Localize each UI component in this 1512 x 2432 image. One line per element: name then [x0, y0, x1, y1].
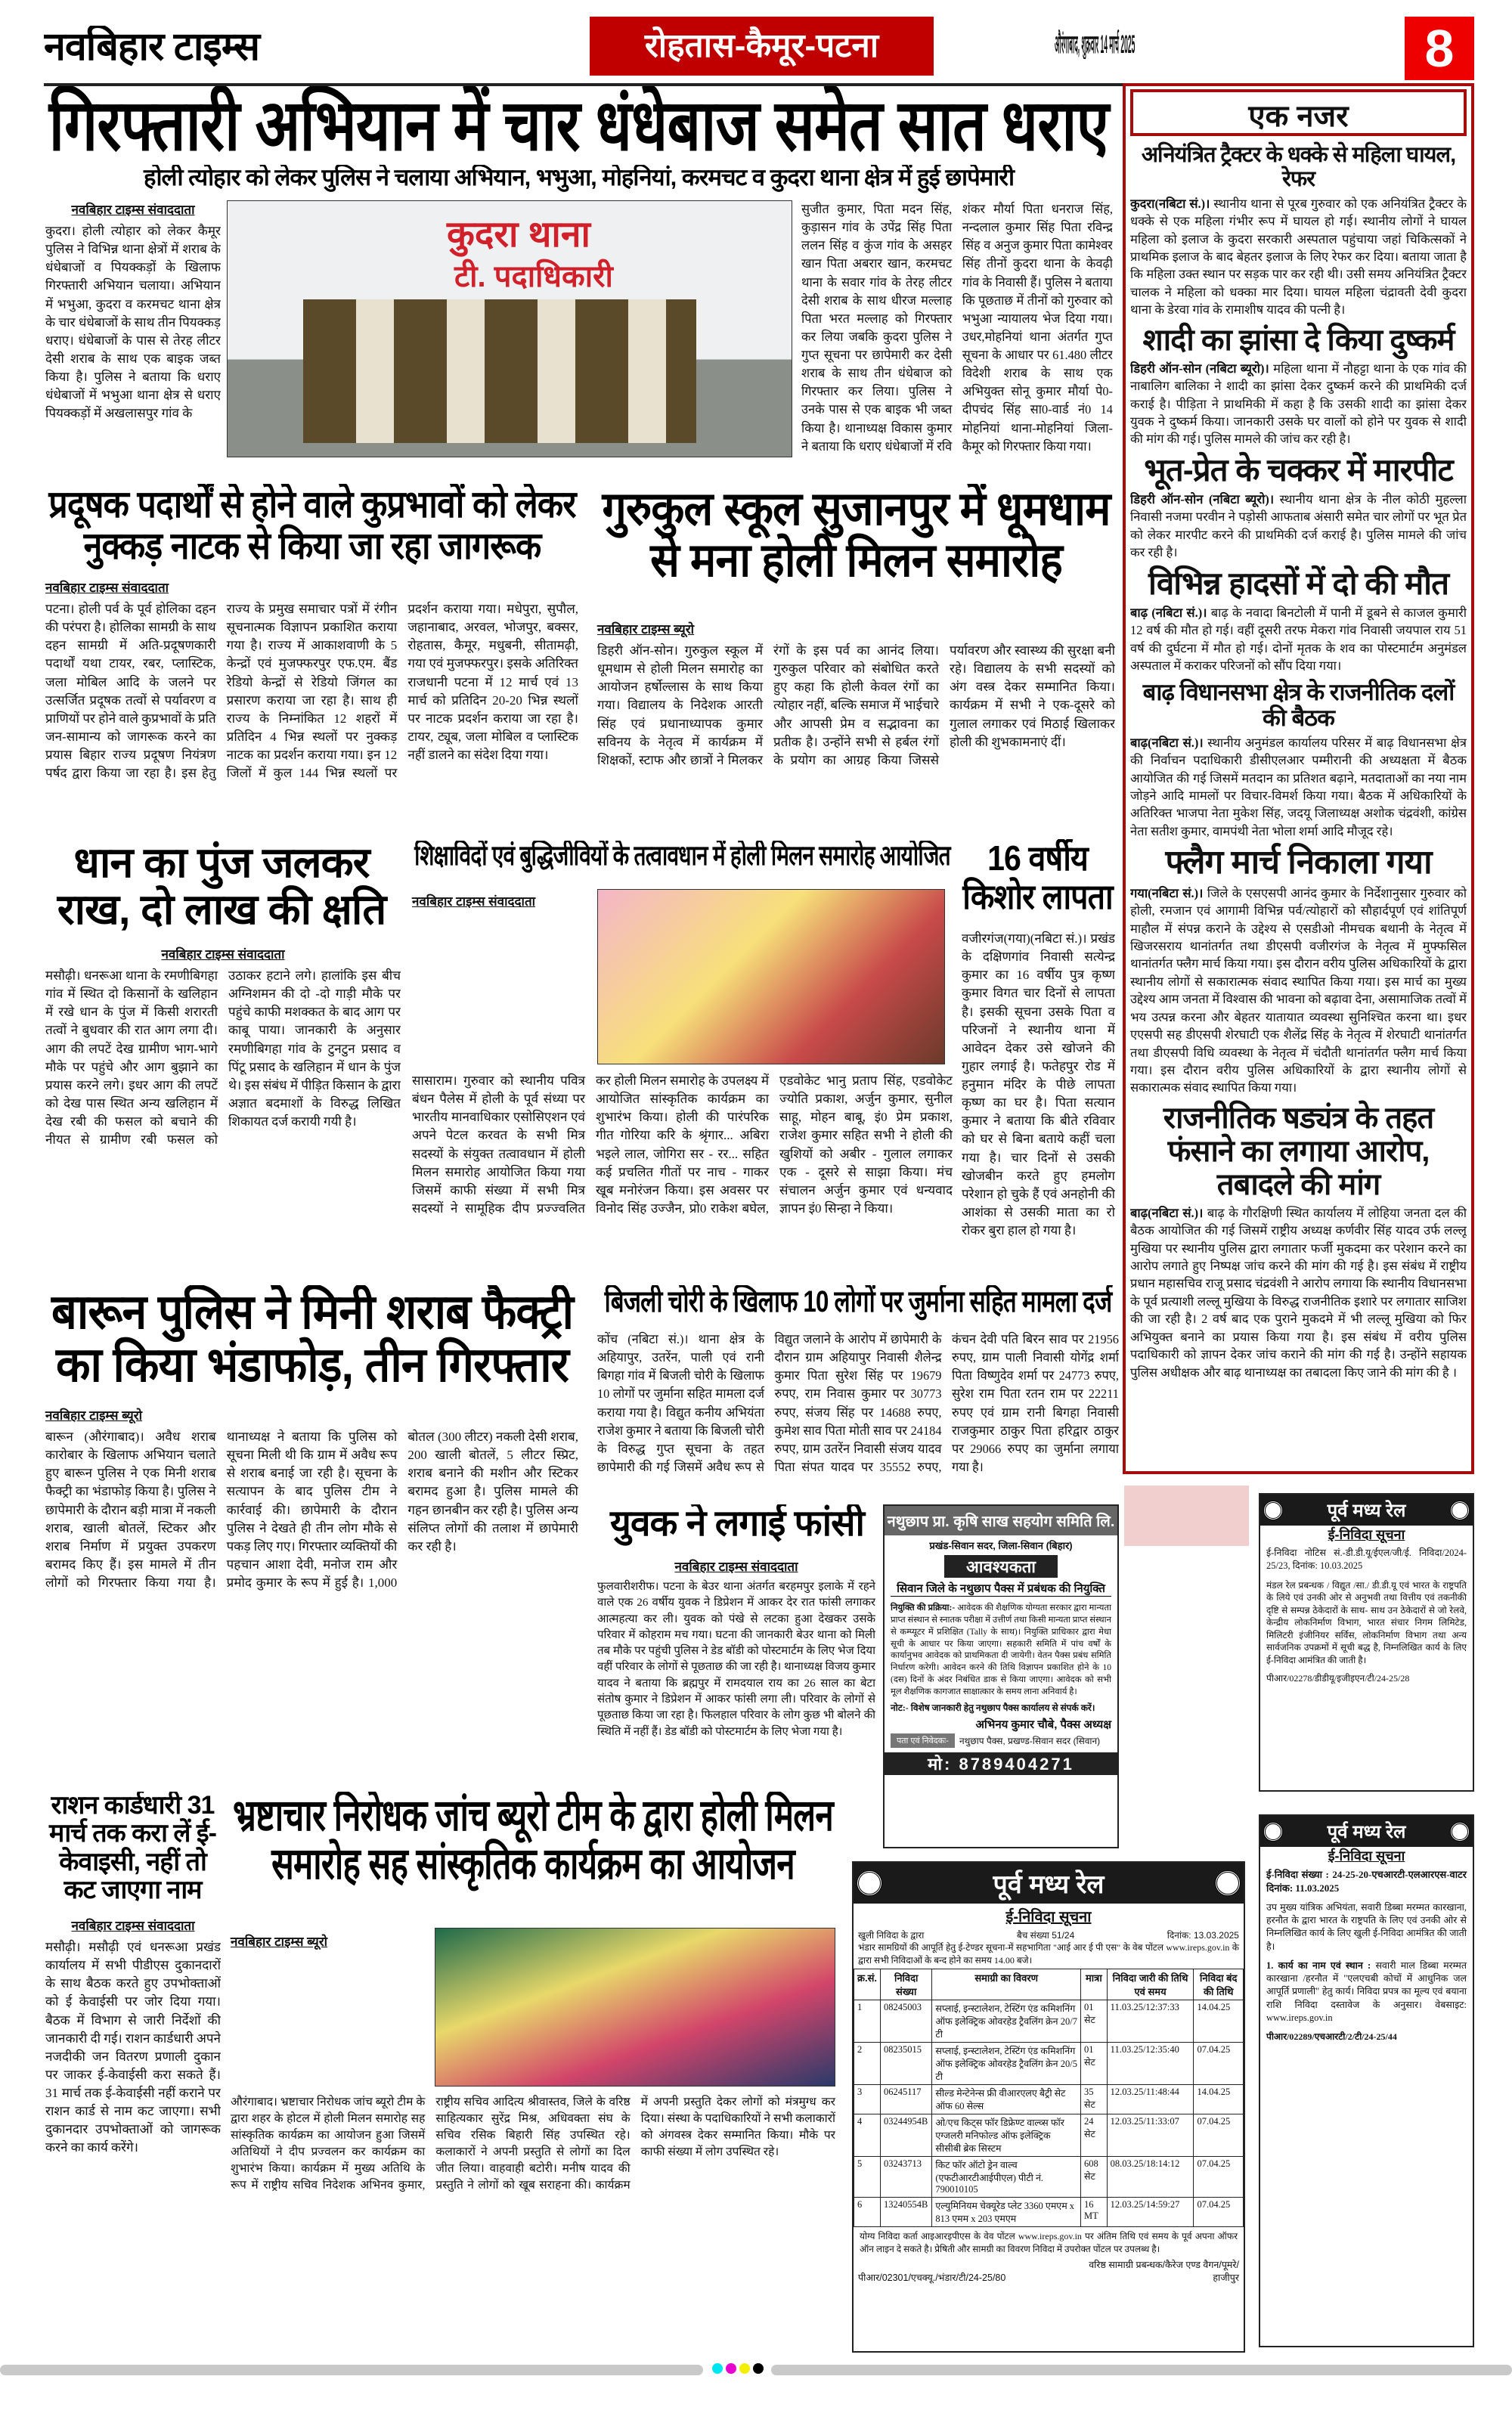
tender-footer: योग्य निविदा कर्ता आइआरइपीएस के वेव पोंटल www.ireps.gov.in पर अंतिम तिथि एवं समय के पूर्व अपना ऑफर ऑन लाइन दे सकते है। प्रेषिती और सामग्री का विवरण निविदा में उपरोक्त पोंटल पर उपलब्ध है।	[860, 2231, 1238, 2254]
tender-cell: 6	[854, 2198, 881, 2227]
brief-text: स्थानीय थाना क्षेत्र के नील कोठी मुहल्ला निवासी नजमा परवीन ने पड़ोसी आफताब अंसारी समेत चार लोगों पर भूत प्रेत को लेकर मारपीट करने की प्राथमिकी दर्ज कराई है। पुलिस मामले की जांच कर रही है।	[1130, 492, 1467, 560]
edition-banner	[590, 17, 934, 76]
tender-cell: 5	[854, 2157, 881, 2198]
brief-headline: विभिन्न हादसों में दो की मौत	[1148, 565, 1449, 601]
brief-text: महिला थाना में नौहट्टा थाना के एक गांव की नाबालिग बालिका ने शादी का झांसा देकर दुष्कर्म करने की प्राथमिकी दर्ज कराई है। पीड़िता ने प्राथमिकी में कहा है कि उसकी शादी का झांसा देकर युवक ने दुष्कर्म किया। जानकारी उसके घर वालों को होने पर युवक से शादी की मांग की गई। पुलिस मामले की जांच कर रही है।	[1130, 361, 1467, 447]
acb-headline: भ्रष्टाचार निरोधक जांच ब्यूरो टीम के द्वारा होली मिलन समारोह सह सांस्कृतिक कार्यक्रम का आयोजन	[233, 1792, 833, 1888]
hanging-headline: युवक ने लगाई फांसी	[610, 1504, 864, 1544]
tender-cell: 608 सेट	[1081, 2157, 1108, 2198]
tender-cell: 06245117	[881, 2085, 932, 2114]
article-body: औरंगाबाद। भ्रष्टाचार निरोधक जांच ब्यूरो टीम के द्वारा शहर के होटल में होली मिलन समारोह सह सांस्कृतिक कार्यक्रम का आयोजन हुआ जिसमें अतिथियों ने दीप प्रज्वलन कर कार्यक्रम का शुभारंभ किया। कार्यक्रम में मुख्य अतिथि के रूप में राष्ट्रीय सचिव निदेशक अभिनव कुमार, राष्ट्रीय सचिव आदित्य श्रीवास्तव, जिले के वरिष्ठ साहित्यकार सुरेंद्र मिश्र, अधिवक्ता संघ के सचिव रसिक बिहारी सिंह उपस्थित रहे। कलाकारों ने अपनी प्रस्तुति से लोगों का दिल जीत लिया। वाहवाही बटोरी। मनीष यादव की प्रस्तुति ने लोगों को खूब सराहना की। कार्यक्रम में अपनी प्रस्तुति देकर लोगों को मंत्रमुग्ध कर दिया। संस्था के पदाधिकारियों ने सभी कलाकारों को अंगवस्त्र देकर सम्मानित किया। मौके पर काफी संख्या में लोग उपस्थित रहे।	[231, 2096, 835, 2192]
ad-phone: मो: 8789404271	[885, 1752, 1117, 1775]
brief-headline: भूत-प्रेत के चक्कर में मारपीट	[1144, 451, 1453, 488]
lead-left-column	[45, 200, 221, 461]
power-theft-body: कोंच (नबिटा सं.)। थाना क्षेत्र के अहियापुर, उतरेंन, पाली एवं रानी बिगहा गांव में बिजली चोरी के खिलाफ 10 लोगों पर जुर्माना सहित मामला दर्ज कराया गया है। विद्युत कनीय अभियंता राजेश कुमार ने बताया कि बिजली चोरी के विरुद्ध गुप्त सूचना के तहत छापेमारी की गई जिसमें अवैध रूप से विद्युत जलाने के आरोप में छापेमारी के दौरान ग्राम अहियापुर निवासी शैलेन्द्र कुमार पिता सुरेश सिंह पर 19679 रुपए, राम निवास कुमार पर 30773 रुपए, संजय सिंह पर 14688 रुपए, कुमेश साव पिता मोती साव पर 24184 रुपए, ग्राम उतरेंन निवासी संजय यादव पिता संपत यादव पर 35552 रुपए, कंचन देवी पति बिरन साव पर 21956 रुपए, ग्राम पाली निवासी योगेंद्र शर्मा पिता विष्णुदेव शर्मा पर 24773 रुपए, सुरेश राम पिता रतन राम पर 22211 रुपए एवं ग्राम रानी बिगहा निवासी राजकुमार ठाकुर पिता हरिद्वार ठाकुर पर 29066 रुपए का जुर्माना लगाया गया है।	[597, 1332, 1119, 1474]
ad-note: नोट:- विशेष जानकारी हेतु नथुछाप पैक्स कार्यालय से संपर्क करें।	[891, 1702, 1095, 1713]
dateline: औरंगाबाद, शुक्रवार 14 मार्च 2025	[1055, 30, 1136, 59]
ek-nazar-list	[1130, 139, 1467, 1466]
tender-cell: 1	[854, 2000, 881, 2043]
tender-cell: किट फॉर ऑटो ड्रेन वाल्व (एफटीआरटीआईपीएल) पीटी नं. 790010105	[932, 2157, 1081, 2198]
liquor-headline: बारून पुलिस ने मिनी शराब फैक्ट्री का किया भंडाफोड़, तीन गिरफ्तार	[51, 1285, 573, 1393]
ad-signatory: अभिनय कुमार चौबे, पैक्स अध्यक्ष	[975, 1718, 1111, 1732]
article-body: मसौढ़ी। मसौढ़ी एवं धनरूआ प्रखंड कार्यालय में सभी पीडीएस दुकानदारों के साथ बैठक करते हुए उपभोक्ताओं को ई केवाईसी पर जोर दिया गया। बैठक में विभाग से जारी निर्देशों की जानकारी दी गई। राशन कार्डधारी अपने नजदीकी जन वितरण प्रणाली दुकान पर जाकर ई-केवाईसी करा सकते हैं। 31 मार्च तक ई-केवाईसी नहीं कराने पर राशन कार्ड से नाम कट जाएगा। सभी दुकानदार उपभोक्ताओं को जागरूक करने का कार्य करेंगे।	[45, 1940, 221, 2155]
gurukul-article	[597, 620, 1115, 824]
item-text: सवारी माल डिब्बा मरम्मत कारखाना /हरनौत में "एलएचबी कोचों में आधुनिक जल आपूर्ति प्रणाली" हेतु कार्य। निविदा प्रपत्र का मूल्य एवं बयाना राशि निविदा दस्तावेज के अनुसार। वेबसाइट: www.ireps.gov.in	[1266, 1960, 1467, 2023]
brief-body	[1130, 604, 1467, 675]
railway-emblem-icon	[1215, 1870, 1241, 1896]
byline: नवबिहार टाइम्स संवाददाता	[71, 1919, 195, 1933]
article-body: कुदरा। होली त्योहार को लेकर कैमूर पुलिस ने विभिन्न थाना क्षेत्रों में शराब के धंधेबाजों व पियक्कड़ों के खिलाफ गिरफ्तारी अभियान चलाया। अभियान में भभुआ, कुदरा व करमचट थाना क्षेत्र के चार धंधेबाजों के साथ तीन पियक्कड़ धराए। धंधेबाजों के पास से तेरह लीटर देसी शराब के साथ एक बाइक जब्त किया है। पुलिस ने बताया कि धराए धंधेबाजों में भभुआ थाना क्षेत्र से धराए पियक्कड़ों में अखलासपुर गांव के	[45, 224, 221, 421]
brief-dateline: गया(नबिटा सं.)।	[1130, 885, 1204, 900]
tender-cell: 2	[854, 2043, 881, 2085]
ek-nazar-title-box	[1130, 89, 1467, 136]
paddy-headline: धान का पुंज जलकर राख, दो लाख की क्षति	[57, 839, 386, 933]
print-registration-bar-right	[771, 2365, 1512, 2375]
tender-column-header: क्र.सं.	[854, 1969, 881, 2000]
page-number: 8	[1405, 17, 1474, 80]
brief-text: बाढ़ के गौरक्षिणी स्थित कार्यालय में लोहिया जनता दल की बैठक आयोजित की गई जिसमें राष्ट्रीय अध्यक्ष कर्णवीर सिंह यादव उर्फ लल्लू मुखिया पर स्थानीय पुलिस द्वारा लगातार फर्जी मुकदमा कर परेशान करने का आरोप लगाते हुए निष्पक्ष जांच करने की मांग की गई है। इस संबंध में राष्ट्रीय प्रधान महासचिव राजू प्रसाद चंद्रवंशी ने आरोप लगाया कि स्थानीय विधानसभा के पूर्व प्रत्याशी लल्लू मुखिया के विरुद्ध राजनीतिक इशारे पर लगातार साजिश की जा रही है। 2 वर्ष बाद एक पुराने मुकदमे में भी लल्लू मुखिया को फिर अभियुक्त बनाने का प्रयास किया गया है। इस संबंध में वरीय पुलिस पदाधिकारी को ज्ञापन देकर जांच कराने की मांग की गई है। उन्होंने सहायक पुलिस अधीक्षक और बाढ़ थानाध्यक्ष का तबादला किए जाने की मांग की है ।	[1130, 1205, 1467, 1380]
tender-date: दिनांक: 11.03.2025	[1266, 1882, 1340, 1894]
missing-headline: 16 वर्षीय किशोर लापता	[962, 839, 1113, 916]
tender-cell: 08.03.25/18:14:12	[1107, 2157, 1194, 2198]
tender-cell: 08245003	[881, 2000, 932, 2043]
ration-article	[45, 1916, 221, 2362]
brief-body	[1130, 1204, 1467, 1381]
tender-ref: पीआर/02278/डीडीयू/इजीइएन/टी/24-25/28	[1266, 1673, 1410, 1684]
ad-title: ई-निविदा सूचना	[1328, 1527, 1405, 1542]
brief-dateline: डिहरी ऑन-सोन (नबिटा ब्यूरो)।	[1130, 361, 1269, 376]
tender-signatory: वरिष्ठ सामाग्री प्रबन्धक/कैरेज एण्ड वैगन/पूमरे/हाजीपुर	[1089, 2260, 1239, 2284]
tender-column-header: निविदा जारी की तिथि एवं समय	[1107, 1969, 1194, 2000]
tender-cell: सप्लाई, इन्स्टालेशन, टेस्टिंग एंड कमिशनिंग ऑफ इलेक्ट्रिक ओवरहेड ट्रैवलिंग क्रेन 20/7 टी	[932, 2000, 1081, 2043]
tender-body: मंडल रेल प्रबन्धक / विद्युत /सा./ डी.डी.यू एवं भारत के राष्ट्रपति के लिये एवं उनकी ओर से अनुभवी तथा वित्तीय एवं तकनीकी दृष्टि से सम्पन्न ठेकेदारों के साथ- साथ उन ठेकेदारों से जो रेलवे, केन्द्रीय लोकनिर्माण विभाग, भारत संचार निगम लिमिटेड, मिलिटरी इंजीनियर सर्विस, लोकनिर्माण विभाग तथा अन्य सार्वजनिक उपक्रमों में सूची बद्ध है, निम्नलिखित कार्य के लिए ई-निविदा आमंत्रित की जाती है।	[1266, 1579, 1467, 1665]
article-body: फुलवारीशरीफ। पटना के बेउर थाना अंतर्गत बरहमपुर इलाके में रहने वाले एक 26 वर्षीय युवक ने डिप्रेशन में आकर देर रात फांसी लगाकर आत्महत्या कर ली। युवक को पंखे से लटका हुआ देखकर उसके परिवार में कोहराम मच गया। घटना की जानकारी बेउर थाना को मिली तब मौके पर पहुंची पुलिस ने डेड बॉडी को पोस्टमार्टम के लिए भेज दिया वहीं परिवार के लोगों से पूछताछ की जा रही है। थानाध्यक्ष विजय कुमार यादव ने बताया कि ब्रह्मपुर में रामदयाल राय का 26 साल का बेटा संतोष कुमार ने डिप्रेशन में आकर फांसी लगा ली। परिवार के लोगों से पूछताछ किया जा रहा है। फिलहाल परिवार के लोग कुछ भी बोलने की स्थिति में नहीं हैं। डेड बॉडी को पोस्टमार्टम के लिए भेजा गया है।	[597, 1581, 875, 1738]
ad-process	[885, 1600, 1117, 1702]
brief-dateline: बाढ़ (नबिटा सं.)।	[1130, 605, 1207, 620]
tender-cell: सील्ड मेन्टेनेन्स फ्री वीआरएलए बैट्री सेट ऑफ 60 सेल्स	[932, 2085, 1081, 2114]
pacs-ad-content	[885, 1506, 1117, 1847]
tender-cell: 07.04.25	[1194, 2043, 1244, 2085]
ek-nazar-title: एक नजर	[1248, 100, 1349, 133]
photo-sign: कुदरा थाना	[447, 215, 590, 255]
brief-text: स्थानीय अनुमंडल कार्यालय परिसर में बाढ़ विधानसभा क्षेत्र की निर्वाचन पदाधिकारी डीसीएलआर पम्मीरानी की अध्यक्षता में बैठक आयोजित की गई जिसमें मतदान का प्रतिशत बढ़ाने, मतदाताओं का नया नाम जोड़ने आदि मामलों पर विचार-विमर्श किया गया। बैठक में अधिकारियों के अतिरिक्त भाजपा नेता मुकेश सिंह, जदयू जिलाध्यक्ष अशोक चंद्रवंशी, कांग्रेस नेता सतीश कुमार, वामपंथी नेता भोला शर्मा आदि मौजूद रहे।	[1130, 735, 1467, 838]
ad-location: प्रखंड-सिवान सदर, जिला-सिवान (बिहार)	[929, 1540, 1073, 1551]
address-label: पता एवं निवेदकः-	[891, 1733, 955, 1748]
harnaut-ad-content	[1260, 1816, 1473, 2346]
brief-body	[1130, 734, 1467, 841]
tender-cell: 13240554B	[881, 2198, 932, 2227]
tender-notice: ई-निविदा संख्या : 24-25-20-एचआरटी-एलआरएस-वाटर	[1266, 1869, 1467, 1880]
news-photo-police-station	[227, 200, 792, 457]
liquor-article	[45, 1406, 578, 1761]
ration-headline: राशन कार्डधारी 31 मार्च तक करा लें ई-केवाइसी, नहीं तो कट जाएगा नाम	[49, 1792, 216, 1905]
brief-headline: शादी का झांसा दे किया दुष्कर्म	[1142, 323, 1455, 357]
photo-figures	[303, 299, 696, 443]
tender-cell: एल्युमिनियम चेक्यूरेड प्लेट 3360 एमएम x 813 एमम x 203 एमएम	[932, 2198, 1081, 2227]
brief-dateline: डिहरी ऑन-सोन (नबिटा ब्यूरो)।	[1130, 492, 1275, 507]
tender-cell: 08235015	[881, 2043, 932, 2085]
tender-cell: 16 MT	[1081, 2198, 1108, 2227]
brief-text: जिले के एसएसपी आनंद कुमार के निर्देशानुसार गुरुवार को होली, रमजान एवं आगामी विभिन्न पर्व/त्योहारों को सौहार्दपूर्ण एवं शांतिपूर्ण माहौल में संपन्न कराने के उद्देश्य से एसडीओ नीमचक बथानी के नेतृत्व में खिजरसराय थानांतर्गत तथा डीएसपी वजीरगंज के नेतृत्व में मुफ्फसिल थानांतर्गत फ्लैग मार्च किया गया। इस दौरान वरीय पुलिस अधिकारियों के द्वारा स्थानीय लोगों से सकारात्मक संवाद स्थापित किया गया। इस मार्च का मुख्य उद्देश्य आम जनता में विश्वास की भावना को बढ़ावा देना, असामाजिक तत्वों में भय उत्पन्न करना और बेहतर यातायात व्यवस्था सुनिश्चित करना था। इधर एएसपी सह डीएसपी शेरघाटी एक शैलेंद्र सिंह के नेतृत्व में शेरघाटी थानांतर्गत तथा डीएसपी विधि व्यवस्था के नेतृत्व में चंदौती थानांतर्गत फ्लैग मार्च किया गया। इस दौरान वरीय पुलिस अधिकारियों के द्वारा स्थानीय लोगों से सकारात्मक संवाद स्थापित किया गया।	[1130, 885, 1467, 1095]
tender-column-header: मात्रा	[1081, 1969, 1108, 2000]
railway-emblem-icon	[1263, 1501, 1283, 1520]
tender-table	[854, 1969, 1244, 2227]
tender-cell: 4	[854, 2114, 881, 2157]
tender-notice: ई-निविदा नोटिस सं.-डी.डी.यू/ईएल/जी/ई. निविदा/2024-25/23, दिनांक: 10.03.2025	[1266, 1547, 1467, 1572]
article-body: सासाराम। गुरुवार को स्थानीय पवित्र बंधन पैलेस में होली के पूर्व संध्या पर भारतीय मानवाधिकार एसोसिएशन एवं अपने पेटल करवत के सभी मित्र सदस्यों के संयुक्त तत्वावधान में होली मिलन समारोह आयोजित किया गया जिसमें काफी संख्या में सभी मित्र सदस्यों ने सामूहिक दीप प्रज्ज्वलित कर होली मिलन समारोह के उपलक्ष्य में आयोजित सांस्कृतिक कार्यक्रम का शुभारंभ किया। होली की पारंपरिक गीत गोरिया करि के श्रृंगार... अबिरा भइले लाल, जोगिरा सर - रर... सहित कई प्रचलित गीतों पर नाच - गाकर खूब मनोरंजन किया। इस अवसर पर विनोद सिंह उज्जैन, प्रो0 राकेश बघेल, एडवोकेट भानु प्रताप सिंह, एडवोकेट ज्योति प्रकाश, अर्जुन कुमार, सुनील साहू, मोहन बाबू, इं0 प्रेम प्रकाश, राजेश कुमार सहित सभी ने होली की खुशियों को अबीर - गुलाल लगाकर एक - दूसरे से साझा किया। मंच संचालन अर्जुन कुमार एवं धन्यवाद ज्ञापन इं0 सिन्हा ने किया।	[412, 1073, 953, 1216]
tender-intro: भंडार सामग्रियों की आपूर्ति हेतु ई-टेण्डर सूचना-में सहभागिता "आई आर ई पी एस" के वेब पोंटल www.ireps.gov.in के द्वारा सभी निविदाओं के बन्द होने का समय 14.00 बजे।	[858, 1942, 1239, 1966]
byline: नवबिहार टाइम्स ब्यूरो	[45, 1408, 143, 1423]
tender-column-header: समाग्री का विवरण	[932, 1969, 1081, 2000]
pollution-headline: प्रदूषक पदार्थों से होने वाले कुप्रभावों को लेकर नुक्कड़ नाटक से किया जा रहा जागरूक	[48, 484, 576, 567]
brief-body	[1130, 885, 1467, 1097]
brief-dateline: कुदरा(नबिटा सं.)।	[1130, 196, 1210, 211]
tender-row	[854, 2085, 1244, 2114]
railway-emblem-icon	[1450, 1822, 1470, 1842]
lead-subheadline: होली त्योहार को लेकर पुलिस ने चलाया अभियान, भभुआ, मोहनियां, करमचट व कुदरा थाना क्षेत्र में हुई छापेमारी	[144, 165, 1014, 191]
brief-text: बाढ़ के नवादा बिनटोली में पानी में डूबने से काजल कुमारी 12 वर्ष की मौत हो गई। वहीं दूसरी तरफ मेकरा गांव निवासी जयपाल राय 51 वर्ष की दुर्घटना में मौत हो गई। दोनों मृतक के शव का पोस्टमार्टम अनुमंडल अस्पताल में कराकर परिजनों को सौंप दिया गया।	[1130, 605, 1467, 674]
tender-cell: 12.03.25/14:59:27	[1107, 2198, 1194, 2227]
tender-ref: पीआर/02289/एचआरटी/2/टी/24-25/44	[1266, 2031, 1397, 2043]
byline: नवबिहार टाइम्स संवाददाता	[412, 894, 536, 909]
tender-row	[854, 2198, 1244, 2227]
tender-cell: 24 सेट	[1081, 2114, 1108, 2157]
item-label: 1. कार्य का नाम एवं स्थान :	[1266, 1960, 1371, 1971]
address: नथुछाप पैक्स, प्रखण्ड-सिवान सदर (सिवान)	[959, 1736, 1101, 1747]
ad-title: ई-निविदा सूचना	[1328, 1848, 1405, 1864]
tender-cell: 14.04.25	[1194, 2000, 1244, 2043]
brief-body	[1130, 360, 1467, 448]
gurukul-headline: गुरुकुल स्कूल सुजानपुर में धूमधाम से मना होली मिलन समारोह	[602, 484, 1111, 587]
brief-dateline: बाढ़(नबिटा सं.)।	[1130, 735, 1204, 750]
tender-cell: 03244954B	[881, 2114, 932, 2157]
tender-row	[854, 2157, 1244, 2198]
tender-cell: 07.04.25	[1194, 2157, 1244, 2198]
cmyk-registration-marks	[711, 2363, 765, 2378]
article-body: मसौढ़ी। धनरूआ थाना के रमणीबिगहा गांव में स्थित दो किसानों के खलिहान में रखे धान के पुंज में किसी शरारती तत्वों ने बुधवार की रात आग लगा दी। आग की लपटें देख ग्रामीण भाग-भागे मौके पर पहुंचे और आग बुझाने का प्रयास करने लगे। इधर आग की लपटें को देख पास स्थित अन्य खलिहान में देख रबी की फसल को बचाने की नीयत से ग्रामीण रबी फसल को उठाकर हटाने लगे। हालांकि इस बीच अग्निशमन की दो -दो गाड़ी मौके पर पहुंचे काफी मशक्कत के बाद आग पर काबू पाया। जानकारी के अनुसार रमणीबिगहा गांव के टुनटुन प्रसाद व पिंटू प्रसाद के खलिहान में धान के पुंज थे। इस संबंध में पीड़ित किसान के द्वारा अज्ञात बदमाशों के विरुद्ध लिखित शिकायत दर्ज करायी गयी है।	[45, 968, 401, 1148]
railway-tender-ad-harnaut	[1259, 1814, 1474, 2347]
tender-cell: 12.03.25/11:33:07	[1107, 2114, 1194, 2157]
railway-emblem-icon	[1263, 1822, 1283, 1842]
byline: नवबिहार टाइम्स ब्यूरो	[597, 622, 695, 637]
tender-date: दिनांक: 13.03.2025	[1167, 1930, 1239, 1941]
tender-column-header: निविदा बंद की तिथि	[1194, 1969, 1244, 2000]
pacs-recruitment-ad	[883, 1504, 1119, 1848]
railway-emblem-icon	[1450, 1501, 1470, 1520]
brief-body	[1130, 195, 1467, 319]
tender-ad-content	[854, 1863, 1244, 2351]
tender-cell: 07.04.25	[1194, 2114, 1244, 2157]
pink-ad-space	[1124, 1486, 1249, 1546]
edition-label: रोहतास-कैमूर-पटना	[644, 27, 879, 64]
lead-right-body: सुजीत कुमार, पिता मदन सिंह, कुड़ासन गांव के उपेंद्र सिंह पिता ललन सिंह व कुंज गांव के असहर खान पिता अबरार खान, करमचट थाना के सवार गांव के तेरह लीटर देसी शराब के साथ धीरज मल्लाह पिता भरत मल्लाह को गिरफ्तार कर लिया जबकि कुदरा पुलिस ने गुप्त सूचना पर छापेमारी कर देसी शराब के साथ तीन धंधेबाज को गिरफ्तार कर लिया। पुलिस ने उनके पास से एक बाइक भी जब्त किया है। थानाध्यक्ष विकास कुमार ने बताया कि धराए धंधेबाजों में रवि शंकर मौर्या पिता धनराज सिंह, नन्दलाल कुमार सिंह पिता रविन्द्र सिंह व अनुज कुमार पिता कामेश्वर सिंह तीनों कुदरा थाना के केवढ़ी गांव के निवासी हैं। पुलिस ने बताया कि पूछताछ में तीनों को गुरुवार को भभुआ न्यायालय भेज दिया गया। उधर,मोहनियां थाना अंतर्गत गुप्त सूचना के आधार पर 61.480 लीटर विदेशी शराब के साथ एक अभियुक्त सोनू कुमार मौर्या पे0- दीपचंद सिंह सा0-वार्ड नं0 14 मोहनियां थाना-मोहनियां जिला-कैमूर को गिरफ्तार किया गया।	[801, 202, 1113, 454]
ad-banner: आवश्यकता	[944, 1555, 1058, 1578]
brief-dateline: बाढ़(नबिटा सं.)।	[1130, 1205, 1204, 1220]
ek-nazar-box	[1123, 83, 1474, 1474]
tender-mode: खुली निविदा के द्वारा	[858, 1930, 925, 1941]
article-body: डिहरी ऑन-सोन। गुरुकुल स्कूल में धूमधाम से होली मिलन समारोह का आयोजन हर्षोल्लास के साथ किया गया। विद्यालय के निदेशक आरती सिंह एवं प्रधानाध्यापक कुमार सविनय के नेतृत्व में कार्यक्रम में शिक्षकों, स्टाफ और छात्रों ने मिलकर रंगों के इस पर्व का आनंद लिया। गुरुकुल परिवार को संबोधित करते हुए कहा कि होली केवल रंगों का त्योहार नहीं, बल्कि समाज में भाईचारे और आपसी प्रेम व सद्भावना का प्रतीक है। उन्होंने सभी से हर्बल रंगों के प्रयोग का आग्रह किया जिससे पर्यावरण और स्वास्थ्य की सुरक्षा बनी रहे। विद्यालय के सभी सदस्यों को अंग वस्त्र देकर सम्मानित किया। कार्यक्रम में सभी ने एक-दूसरे को गुलाल लगाकर एवं मिठाई खिलाकर होली की शुभकामनाएं दीं।	[597, 643, 1115, 767]
scholars-headline: शिक्षाविदों एवं बुद्धिजीवियों के तत्वावधान में होली मिलन समारोह आयोजित	[414, 841, 950, 871]
tender-cell: 03243713	[881, 2157, 932, 2198]
tender-row	[854, 2114, 1244, 2157]
brief-headline: राजनीतिक षड्यंत्र के तहत फंसाने का लगाया आरोप, तबादले की मांग	[1163, 1101, 1434, 1201]
paper-name: नवबिहार टाइम्स	[44, 26, 259, 69]
ad-title: ई-निविदा सूचना	[1005, 1909, 1092, 1925]
tender-cell: 11.03.25/12:37:33	[1107, 2000, 1194, 2043]
batch-number: बैच संख्या 51/24	[1016, 1930, 1075, 1941]
article-body: पटना। होली पर्व के पूर्व होलिका दहन की परंपरा है। होलिका सामग्री के साथ दहन सामग्री में अति-प्रदूषणकारी पदार्थों यथा टायर, रबर, प्लास्टिक, जला मोबिल आदि के जलने पर उत्सर्जित प्रदूषक तत्वों से पर्यावरण व प्राणियों पर होने वाले कुप्रभावों के प्रति जन-सामान्य को जागरूक करने का प्रयास बिहार राज्य प्रदूषण नियंत्रण पर्षद द्वारा किया जा रहा है। इस हेतु राज्य के प्रमुख समाचार पत्रों में रंगीन सूचनात्मक विज्ञापन प्रकाशित कराया गया है। राज्य में आकाशवाणी के 5 केन्द्रों एवं मुजफ्फरपुर एफ.एम. बैंड रेडियो केन्द्रों से रेडियो जिंगल का प्रसारण कराया जा रहा है। साथ ही राज्य के निम्नांकित 12 शहरों में प्रतिदिन 4 भिन्न स्थलों पर नुक्कड़ नाटक का प्रदर्शन कराया गया। इन 12 जिलों में कुल 144 भिन्न स्थलों पर प्रदर्शन कराया गया। मधेपुरा, सुपौल, जहानाबाद, अरवल, भोजपुर, बक्सर, रोहतास, कैमूर, मधुबनी, सीतामढ़ी, गया एवं मुजफ्फरपुर। इसके अतिरिक्त राजधानी पटना में 12 मार्च एवं 13 मार्च को प्रतिदिन 20-20 भिन्न स्थलों पर नाटक प्रदर्शन कराया जा रहा है। टायर, ट्यूब, जला मोबिल व प्लास्टिक नहीं डालने का संदेश दिया गया।	[45, 602, 578, 781]
brief-text: स्थानीय थाना से पूरब गुरुवार को एक अनियंत्रित ट्रैक्टर के धक्के से एक महिला गंभीर रूप में घायल हो गई। स्थानीय लोगों ने घायल महिला को इलाज के कुदरा सरकारी अस्पताल पहुंचाया जहां चिकित्सकों ने प्राथमिक इलाज के बाद बेहतर इलाज के लिए रेफर कर दिया। बताया जाता है कि महिला उक्त स्थान पर सड़क पार कर रही थी। उसी समय अनियंत्रित ट्रैक्टर चालक ने महिला को धक्का मार दिया। घायल महिला चंद्रावती देवी कुदरा थाना के डेरवा गांव के रामाशीष यादव की पत्नी है।	[1130, 196, 1467, 318]
print-registration-bar-left	[0, 2365, 703, 2375]
tender-cell: 01 सेट	[1081, 2000, 1108, 2043]
tender-cell: 14.04.25	[1194, 2085, 1244, 2114]
ad-org: नथुछाप प्रा. कृषि साख सहयोग समिति लि.	[885, 1506, 1117, 1535]
tender-cell: 01 सेट	[1081, 2043, 1108, 2085]
tender-cell: 12.03.25/11:48:44	[1107, 2085, 1194, 2114]
lead-headline: गिरफ्तारी अभियान में चार धंधेबाज समेत सात धराए	[48, 86, 1109, 165]
tender-column-header: निविदा संख्या	[881, 1969, 932, 2000]
process-text: आवेदक की शैक्षणिक योग्यता सरकार द्वारा मान्यता प्राप्त संस्थान से स्नातक परीक्षा में उत्तीर्ण तथा किसी मान्यता प्राप्त संस्थान से कम्प्यूटर में प्रशिक्षित (Tally के साथ)। नियुक्ति प्राधिकार द्वारा मेधा सूची के आधार पर किया जाएगा। सहकारी समिति में पांच वर्षों के कार्यानुभव आवेदक को प्राथमिकता दी जायेगी। वेतन पैक्स प्रबंध समिति निर्धारण करेगी। आवेदन करने की तिथि विज्ञापन प्रकाशित होने के 10 (दस) दिनों के अंदर निबंधित डाक से किया जाएगा। आवेदक को सभी मूल शैक्षणिक कागजात साक्षात्कार के समय लाना अनिवार्य है।	[891, 1603, 1112, 1697]
tender-row	[854, 2000, 1244, 2043]
tender-item	[1260, 1956, 1473, 2028]
news-photo-holi-event	[597, 889, 945, 1064]
ad-org: पूर्व मध्य रेल	[1327, 1822, 1406, 1842]
ad-title: सिवान जिले के नथुछाप पैक्स में प्रबंधक की नियुक्ति	[891, 1581, 1111, 1597]
tender-cell: 35 सेट	[1081, 2085, 1108, 2114]
byline: नवबिहार टाइम्स संवाददाता	[71, 203, 195, 217]
tender-cell: 3	[854, 2085, 881, 2114]
brief-headline: बाढ़ विधानसभा क्षेत्र के राजनीतिक दलों की बैठक	[1142, 678, 1455, 731]
railway-tender-ad-ddu	[1259, 1493, 1474, 1792]
tender-body: उप मुख्य यांत्रिक अभियंता, सवारी डिब्बा मरम्मत कारखाना, हरनौत के द्वारा भारत के राष्ट्रपति के लिए एवं उनकी ओर से निम्नलिखित कार्य के लिए खुली ई-निविदा आमंत्रित की जाती है।	[1266, 1901, 1467, 1952]
ad-org: पूर्व मध्य रेल	[1327, 1501, 1406, 1521]
power-theft-headline: बिजली चोरी के खिलाफ 10 लोगों पर जुर्माना सहित मामला दर्ज	[604, 1285, 1112, 1318]
brief-headline: फ्लैग मार्च निकाला गया	[1165, 844, 1432, 881]
brief-headline: अनियंत्रित ट्रैक्टर के धक्के से महिला घायल, रेफर	[1141, 143, 1456, 191]
byline: नवबिहार टाइम्स संवाददाता	[161, 947, 285, 962]
missing-body: वजीरगंज(गया)(नबिटा सं.)। प्रखंड के दक्षिणगांव निवासी सत्येन्द्र कुमार का 16 वर्षीय पुत्र कृष्ण कुमार विगत चार दिनों से लापता है। इसकी सूचना उसके पिता व परिजनों ने स्थानीय थाना में आवेदन देकर उसे खोजने की गुहार लगाई है। फतेहपुर रोड में हनुमान मंदिर के पीछे लापता कृष्ण का घर है। पिता सत्यान कुमार ने बताया कि बीते रविवार को घर से बिना बताये कहीं चला गया है। चार दिनों से उसकी खोजबीन करते हुए हमलोग परेशान हो चुके हैं एवं अनहोनी की आशंका से उसकी माता का रो रोकर बुरा हाल हो गया है।	[962, 931, 1115, 1238]
news-photo-cultural-program	[435, 1928, 835, 2087]
tender-cell: 11.03.25/12:35:40	[1107, 2043, 1194, 2085]
brief-body	[1130, 491, 1467, 562]
paddy-article	[45, 945, 401, 1270]
byline: नवबिहार टाइम्स संवाददाता	[674, 1560, 798, 1574]
tender-cell: ओ/एच किट्स फॉर डिफ्रेण्ट वाल्व्स फॉर एग्जलरी मनिफोल्ड ऑफ इलेक्ट्रिक सीसीबी ब्रेक सिस्टम	[932, 2114, 1081, 2157]
ddu-ad-content	[1260, 1495, 1473, 1790]
railway-emblem-icon	[857, 1870, 882, 1896]
article-body: बारून (औरंगाबाद)। अवैध शराब कारोबार के खिलाफ अभियान चलाते हुए बारून पुलिस ने एक मिनी शराब फैक्ट्री का भंडाफोड़ किया है। पुलिस ने छापेमारी के दौरान बड़ी मात्रा में नकली शराब, खाली बोतलें, स्टिकर और शराब निर्माण में प्रयुक्त उपकरण बरामद किए हैं। इस मामले में तीन लोगों को गिरफ्तार किया गया है। थानाध्यक्ष ने बताया कि पुलिस को सूचना मिली थी कि ग्राम में अवैध रूप से शराब बनाई जा रही है। सूचना के सत्यापन के बाद पुलिस टीम ने कार्रवाई की। छापेमारी के दौरान पुलिस ने देखते ही तीन लोग मौके से पकड़ लिए गए। गिरफ्तार व्यक्तियों की पहचान आशा देवी, मनोज राम और प्रमोद कुमार के रूप में हुई है। 1,000 बोतल (300 लीटर) नकली देसी शराब, 200 खाली बोतलें, 5 लीटर स्प्रिट, शराब बनाने की मशीन और स्टिकर बरामद हुआ है। पुलिस मामले की गहन छानबीन कर रही है। पुलिस अन्य संलिप्त लोगों की तलाश में छापेमारी कर रही है।	[45, 1430, 578, 1590]
tender-row	[854, 2043, 1244, 2085]
hanging-article	[597, 1557, 875, 1773]
railway-tender-table-ad	[852, 1861, 1245, 2353]
tender-cell: 07.04.25	[1194, 2198, 1244, 2227]
byline: नवबिहार टाइम्स संवाददाता	[45, 581, 169, 595]
byline: नवबिहार टाइम्स ब्यूरो	[231, 1935, 328, 1949]
tender-cell: सप्लाई, इन्स्टालेशन, टेस्टिंग एंड कमिशनिंग ऑफ इलेक्ट्रिक ओवरहेड ट्रैवलिंग क्रेन 20/5 टी	[932, 2043, 1081, 2085]
ad-org: पूर्व मध्य रेल	[993, 1870, 1105, 1899]
pollution-article	[45, 578, 578, 820]
tender-ref: पीआर/02301/एचक्यू./भंडार/टी/24-25/80	[858, 2272, 1006, 2284]
photo-sign-2: टी. पदाधिकारी	[454, 260, 613, 293]
process-label: नियुक्ति की प्रक्रिया:-	[891, 1603, 956, 1613]
